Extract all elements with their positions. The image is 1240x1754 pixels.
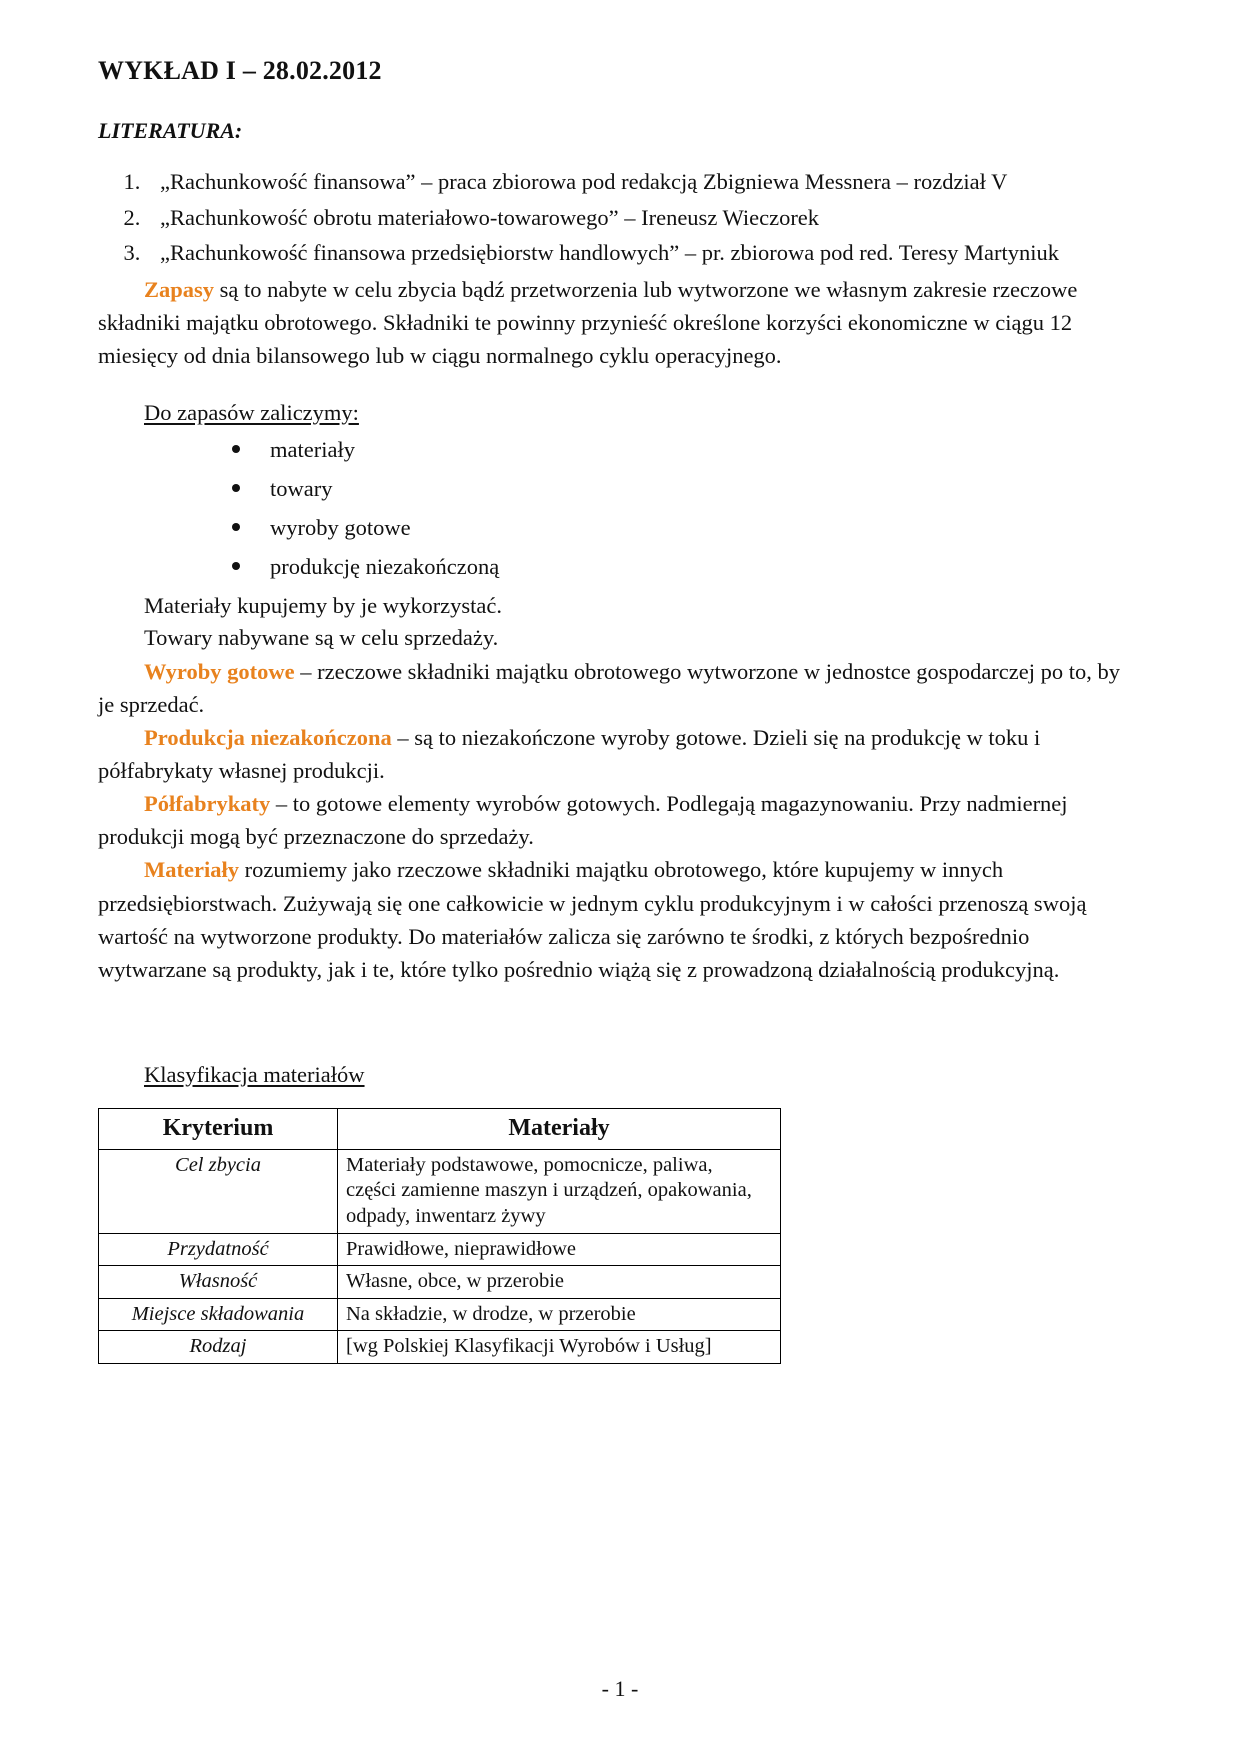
bullet-dot-icon [232,484,240,492]
table-caption: Klasyfikacja materiałów [144,1061,365,1087]
literature-list [98,166,1130,270]
cell-value [338,1266,781,1299]
cell-criterion: Przydatność [99,1233,338,1266]
bullet-dot-icon [232,523,240,531]
do-zapasow-heading-wrap [98,372,1130,426]
cell-value-line: Prawidłowe, nieprawidłowe [346,1237,576,1260]
paragraph-polfabrykaty-text: – to gotowe elementy wyrobów gotowych. Podlegają magazynowaniu. Przy nadmiernej produkcji mogą być przeznaczone do sprzedaży. [98,791,1068,850]
cell-criterion: Rodzaj [99,1331,338,1364]
list-item-label: materiały [270,437,355,463]
cell-value [338,1331,781,1364]
table-row [99,1298,781,1331]
paragraph-polfabrykaty [98,787,1130,853]
page-number: - 1 - [601,1676,639,1701]
column-header-materialy: Materiały [338,1108,781,1149]
cell-value [338,1149,781,1233]
table-row [99,1266,781,1299]
cell-value-line: Materiały podstawowe, pomocnicze, paliwa, [346,1153,713,1176]
cell-value-line: [wg Polskiej Klasyfikacji Wyrobów i Usług] [346,1335,712,1358]
list-item-label: produkcję niezakończoną [270,553,500,579]
table-caption-wrap [98,1062,1130,1088]
paragraph-wyroby-gotowe [98,655,1130,721]
list-item [270,473,1130,505]
table-row [99,1233,781,1266]
list-item: 2. „Rachunkowość obrotu materiałowo-towarowego” – Ireneusz Wieczorek [146,202,1130,235]
keyword-materialy: Materiały [144,857,239,883]
paragraph-zapasy [98,273,1130,372]
paragraph-zapasy-text: są to nabyte w celu zbycia bądź przetworzenia lub wytworzone we własnym zakresie rzeczowe składniki majątku obrotowego. Składniki te powinny przynieść określone korzyści ekonomiczne w ciągu 12 miesięcy od dnia bilansowego lub w ciągu normalnego cyklu operacyjnego. [98,276,1078,368]
paragraph-wyroby-gotowe-text: – rzeczowe składniki majątku obrotowego wytworzone w jednostce gospodarczej po to, by je sprzedać. [98,659,1121,718]
cell-criterion: Cel zbycia [99,1149,338,1233]
list-item [270,551,1130,583]
list-item-label: wyroby gotowe [270,514,411,540]
cell-value-line: Na składzie, w drodze, w przerobie [346,1302,636,1325]
literature-label: LITERATURA: [98,118,243,143]
paragraph-materialy [98,853,1130,985]
table-row [99,1149,781,1233]
classification-table [98,1108,781,1364]
keyword-polfabrykaty: Półfabrykaty [144,791,271,817]
table-header-row [99,1108,781,1149]
cell-value-line: odpady, inwentarz żywy [346,1204,546,1227]
table-row [99,1331,781,1364]
do-zapasow-heading: Do zapasów zaliczymy: [144,400,359,426]
keyword-wyroby-gotowe: Wyroby gotowe [144,659,295,685]
paragraph-materialy-kupujemy: Materiały kupujemy by je wykorzystać. [144,592,503,618]
cell-value [338,1233,781,1266]
keyword-produkcja-niezakonczona: Produkcja niezakończona [144,725,392,751]
bullet-dot-icon [232,562,240,570]
list-item [270,512,1130,544]
table-body [99,1149,781,1363]
list-item [270,434,1130,466]
keyword-zapasy: Zapasy [144,276,215,302]
paragraph-materialy-text: rozumiemy jako rzeczowe składniki majątku obrotowego, które kupujemy w innych przedsiębiorstwach. Zużywają się one całkowicie w jednym cyklu produkcyjnym i w całości przenoszą swoją wartość na wytworzone produkty. Do materiałów zalicza się zarówno te środki, z których bezpośrednio wytwarzane są produkty, jak i te, które tylko pośrednio wiążą się z prowadzoną działalnością produkcyjną. [98,857,1087,982]
cell-criterion: Miejsce składowania [99,1298,338,1331]
paragraph-towary-nabywane: Towary nabywane są w celu sprzedaży. [144,625,499,651]
column-header-kryterium: Kryterium [99,1108,338,1149]
list-item: 3. „Rachunkowość finansowa przedsiębiorstw handlowych” – pr. zbiorowa pod red. Teresy Martyniuk [146,237,1130,270]
cell-value [338,1298,781,1331]
paragraph-produkcja-text: – są to niezakończone wyroby gotowe. Dzieli się na produkcję w toku i półfabrykaty własnej produkcji. [98,725,1041,784]
cell-value-line: części zamienne maszyn i urządzeń, opakowania, [346,1179,752,1202]
page-title: WYKŁAD I – 28.02.2012 [98,56,382,85]
zapasy-bullet-list [98,434,1130,583]
list-item-label: towary [270,476,333,501]
cell-criterion: Własność [99,1266,338,1299]
bullet-dot-icon [232,445,240,453]
paragraph-produkcja-niezakonczona [98,721,1130,787]
table-header [99,1108,781,1149]
list-item: 1. „Rachunkowość finansowa” – praca zbiorowa pod redakcją Zbigniewa Messnera – rozdział V [146,166,1130,199]
cell-value-line: Własne, obce, w przerobie [346,1270,564,1293]
